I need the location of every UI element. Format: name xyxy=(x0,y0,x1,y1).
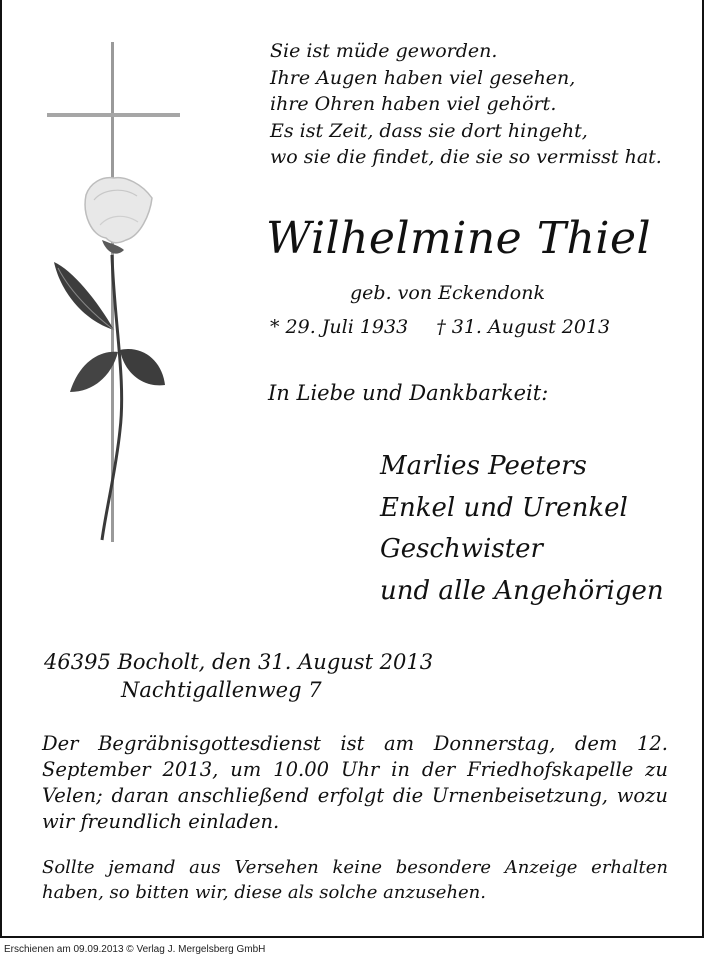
mourner: Geschwister xyxy=(380,534,543,564)
life-dates xyxy=(270,316,610,338)
death-date: † 31. August 2013 xyxy=(436,316,611,338)
poem-line: Ihre Augen haben viel gesehen, xyxy=(270,66,576,89)
mourners-list xyxy=(380,446,664,612)
service-announcement: Der Begräbnisgottesdienst ist am Donnerstag, dem 12. September 2013, um 10.00 Uhr in der Friedhofskapelle zu Velen; daran anschließend erfolgt die Urnenbeisetzung, wozu wir freundlich einladen. xyxy=(42,732,668,833)
poem xyxy=(270,38,662,171)
deceased-name: Wilhelmine Thiel xyxy=(266,213,652,264)
street-address: Nachtigallenweg 7 xyxy=(121,678,322,702)
notice-text: Sollte jemand aus Versehen keine besondere Anzeige erhalten haben, so bitten wir, diese als solche anzusehen. xyxy=(42,857,668,903)
birth-date: * 29. Juli 1933 xyxy=(270,316,409,338)
mourner: und alle Angehörigen xyxy=(380,575,664,606)
dedication: In Liebe und Dankbarkeit: xyxy=(268,381,549,405)
poem-line: ihre Ohren haben viel gehört. xyxy=(270,93,557,115)
cross-with-rose-illustration xyxy=(2,0,202,560)
poem-line: Sie ist müde geworden. xyxy=(270,40,498,62)
poem-line: wo sie die findet, die sie so vermisst hat. xyxy=(270,146,662,168)
address-block xyxy=(44,648,433,704)
publication-footer: Erschienen am 09.09.2013 © Verlag J. Mergelsberg GmbH xyxy=(0,940,708,959)
maiden-name: geb. von Eckendonk xyxy=(350,282,545,304)
place-and-date: 46395 Bocholt, den 31. August 2013 xyxy=(44,650,434,674)
rose-icon xyxy=(54,178,165,540)
mourner: Marlies Peeters xyxy=(380,451,587,481)
poem-line: Es ist Zeit, dass sie dort hingeht, xyxy=(270,119,588,142)
mourner: Enkel und Urenkel xyxy=(380,492,628,523)
